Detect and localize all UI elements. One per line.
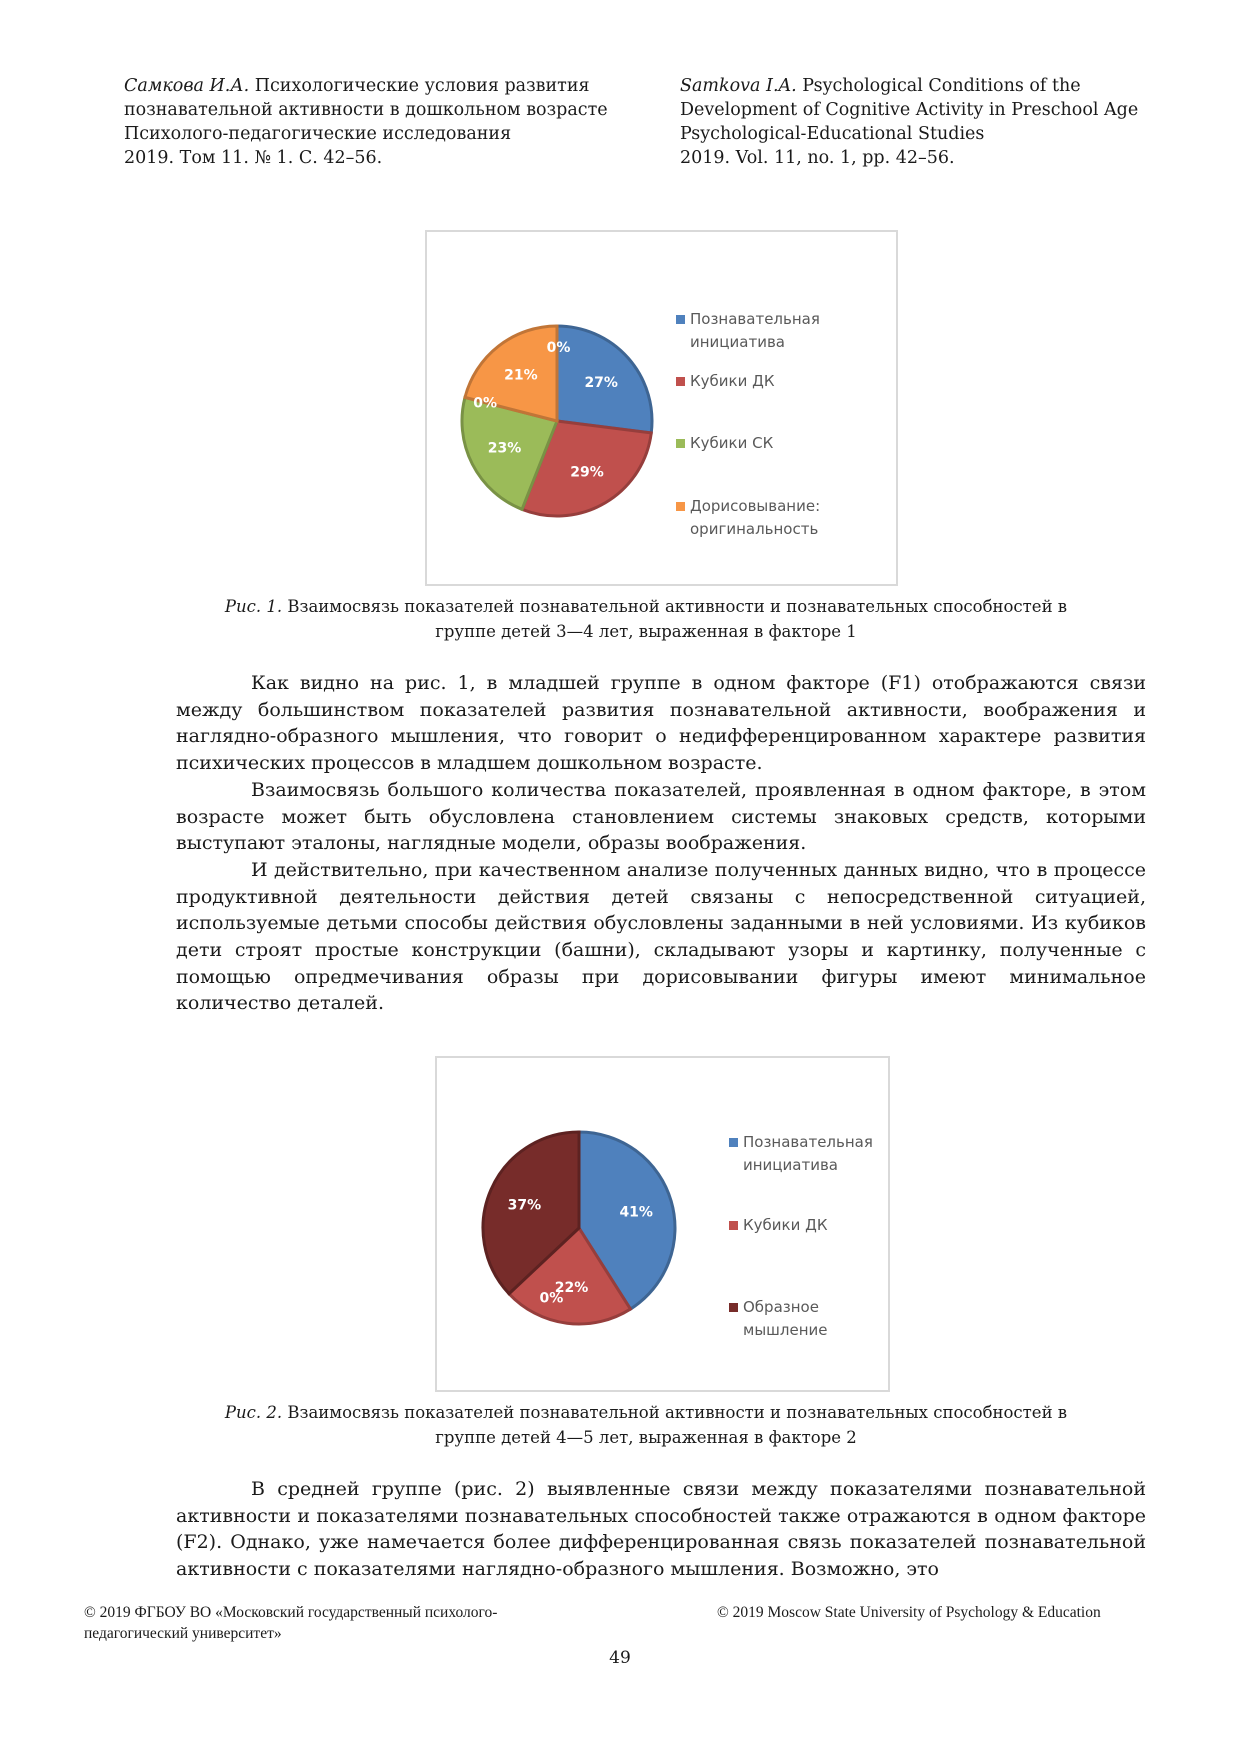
caption-text-line2: группе детей 4—5 лет, выраженная в факторе 2 <box>435 1428 857 1447</box>
caption-text: Взаимосвязь показателей познавательной активности и познавательных способностей в <box>287 597 1068 616</box>
legend-item <box>729 1214 889 1237</box>
pie-slice-label: 37% <box>507 1197 542 1214</box>
running-header-ru <box>124 74 644 170</box>
pie-slice-label: 41% <box>619 1204 653 1221</box>
legend-swatch <box>676 315 685 324</box>
header-title-en-line2: Development of Cognitive Activity in Preschool Age <box>680 100 1139 120</box>
legend-swatch <box>676 502 685 511</box>
footer-copyright-en: © 2019 Moscow State University of Psychology & Education <box>717 1604 1101 1621</box>
header-title-ru-line1: Психологические условия развития <box>254 76 590 96</box>
legend-label: инициатива <box>743 1156 838 1174</box>
footer-copyright-ru <box>84 1602 644 1644</box>
legend-label: Образное <box>743 1298 819 1316</box>
paragraph: Как видно на рис. 1, в младшей группе в одном факторе (F1) отображаются связи между большинством показателей развития познавательной активности, воображения и наглядно-образного мышления, что говорит о недифференцированном характере развития психических процессов в младшем дошкольном возрасте. <box>176 672 1146 775</box>
legend-label: мышление <box>743 1321 828 1339</box>
pie-slice-label: 21% <box>504 367 538 384</box>
figure-1-chart <box>425 230 898 586</box>
legend-item <box>676 495 836 541</box>
figure-2-caption <box>176 1400 1116 1450</box>
paragraph: Взаимосвязь большого количества показателей, проявленная в одном факторе, в этом возрасте может быть обусловлена становлением системы знаковых средств, которыми выступают эталоны, наглядные модели, образы воображения. <box>176 778 1146 855</box>
caption-label: Рис. 1. <box>224 597 283 616</box>
legend-label: Кубики ДК <box>743 1216 828 1234</box>
footer-copyright-ru-line1: © 2019 ФГБОУ ВО «Московский государственный психолого- <box>84 1604 498 1621</box>
pie-zero-label: 0% <box>546 339 571 356</box>
body-text-block-1 <box>176 670 1146 1017</box>
pie-slice-label: 27% <box>584 375 618 391</box>
footer-copyright-ru-line2: педагогический университет» <box>84 1625 282 1642</box>
legend-swatch <box>729 1138 738 1147</box>
header-author-en: Samkova I.A. <box>680 76 797 96</box>
legend-label: инициатива <box>690 333 785 351</box>
running-header-en <box>680 74 1200 170</box>
legend-item <box>729 1131 889 1177</box>
page-number: 49 <box>609 1648 631 1668</box>
figure-1-caption <box>176 594 1116 644</box>
pie-slice-label: 22% <box>554 1280 589 1297</box>
caption-text: Взаимосвязь показателей познавательной активности и познавательных способностей в <box>287 1403 1068 1422</box>
figure-2-chart <box>435 1056 890 1392</box>
header-title-ru-line2: познавательной активности в дошкольном возрасте <box>124 100 608 120</box>
pie-slice-label: 29% <box>570 464 604 481</box>
legend-item <box>676 370 836 393</box>
legend-label: Познавательная <box>743 1133 873 1151</box>
header-title-en-line1: Psychological Conditions of the <box>802 76 1081 96</box>
legend-label: Кубики ДК <box>690 372 775 390</box>
pie-zero-label: 0% <box>539 1290 564 1307</box>
caption-label: Рис. 2. <box>224 1403 283 1422</box>
body-text-block-2 <box>176 1476 1146 1583</box>
header-issue-ru: 2019. Том 11. № 1. С. 42–56. <box>124 148 383 168</box>
pie-zero-label: 0% <box>473 395 498 412</box>
pie-slice-label: 23% <box>487 440 522 457</box>
legend-label: Дорисовывание: <box>690 497 821 515</box>
caption-text-line2: группе детей 3—4 лет, выраженная в факторе 1 <box>435 622 857 641</box>
header-author-ru: Самкова И.А. <box>124 76 250 96</box>
legend-swatch <box>676 439 685 448</box>
paragraph: И действительно, при качественном анализе полученных данных видно, что в процессе продуктивной деятельности действия детей связаны с непосредственной ситуацией, используемые детьми способы действия обусловлены заданными в ней условиями. Из кубиков дети строят простые конструкции (башни), складывают узоры и картинку, полученные с помощью опредмечивания образы при дорисовывании фигуры имеют минимальное количество деталей. <box>176 858 1146 1015</box>
header-journal-ru: Психолого-педагогические исследования <box>124 124 512 144</box>
header-journal-en: Psychological-Educational Studies <box>680 124 985 144</box>
legend-swatch <box>676 377 685 386</box>
header-issue-en: 2019. Vol. 11, no. 1, pp. 42–56. <box>680 148 955 168</box>
legend-item <box>676 308 836 354</box>
legend-label: Познавательная <box>690 310 820 328</box>
paragraph: В средней группе (рис. 2) выявленные связи между показателями познавательной активности и показателями познавательных способностей также отражаются в одном факторе (F2). Однако, уже намечается более дифференцированная связь показателей познавательной активности с показателями наглядно-образного мышления. Возможно, это <box>176 1478 1146 1581</box>
legend-label: оригинальность <box>690 520 819 538</box>
legend-swatch <box>729 1221 738 1230</box>
legend-item <box>676 432 836 455</box>
legend-item <box>729 1296 889 1342</box>
legend-swatch <box>729 1303 738 1312</box>
legend-label: Кубики СК <box>690 434 774 452</box>
